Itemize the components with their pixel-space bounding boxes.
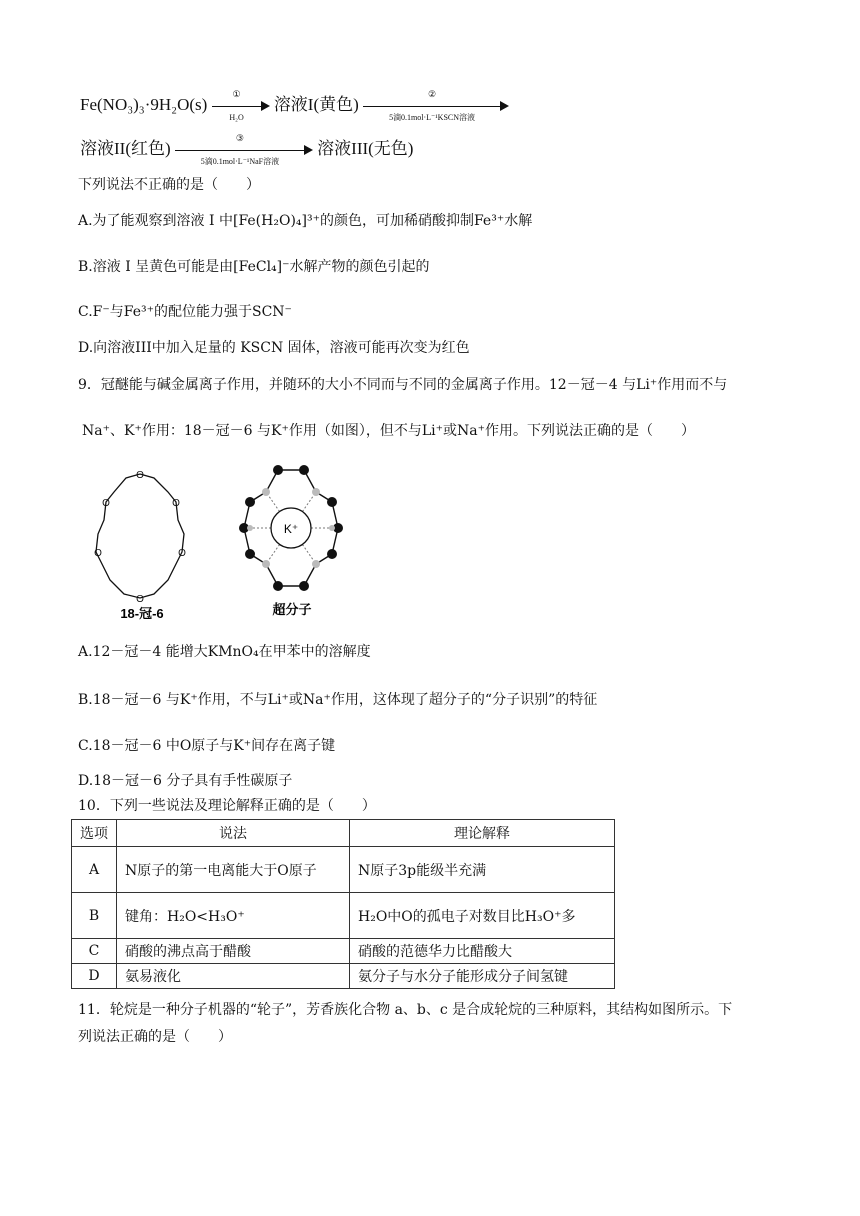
table-cell: H₂O中O的孤电子对数目比H₃O⁺多 [350,893,615,939]
q8-option-d: D.向溶液III中加入足量的 KSCN 固体，溶液可能再次变为红色 [78,340,470,356]
oxygen-atom-label: O [102,498,110,509]
q11-stem-line-2: 列说法正确的是（ ） [78,1029,232,1045]
q9-option-d: D.18－冠－6 分子具有手性碳原子 [78,773,293,789]
q8-option-b: B.溶液 I 呈黄色可能是由[FeCl₄]⁻水解产物的颜色引起的 [78,259,430,275]
solution-3: 溶液III(无色) [317,139,414,158]
table-cell: N原子的第一电离能大于O原子 [117,847,350,893]
table-header-row [72,820,615,847]
arrow-2-reagent: 5滴0.1mol·L⁻¹KSCN溶液 [389,113,476,123]
q10-table [71,819,615,989]
supramolecule-diagram [232,462,352,626]
supramolecule-caption: 超分子 [272,602,312,617]
arrow-1-step: ① [232,89,241,100]
crown-ether-diagram [78,464,206,624]
q9-option-a: A.12－冠－4 能增大KMnO₄在甲苯中的溶解度 [78,644,371,660]
q8-option-a: A.为了能观察到溶液 I 中[Fe(H₂O)₄]³⁺的颜色，可加稀硝酸抑制Fe³⁺水解 [78,213,533,229]
table-header: 说法 [117,820,350,847]
arrow-3 [175,135,313,165]
table-row [72,939,615,964]
solution-1: 溶液I(黄色) [273,95,359,114]
table-row [72,847,615,893]
arrow-1 [212,91,270,121]
oxygen-atom-label: O [178,548,186,559]
q9-stem-line-2: Na⁺、K⁺作用：18－冠－6 与K⁺作用（如图），但不与Li⁺或Na⁺作用。下列说法正确的是（ ） [82,423,696,439]
table-cell: 硝酸的沸点高于醋酸 [117,939,350,964]
oxygen-atom-label: O [94,548,102,559]
table-cell: 硝酸的范德华力比醋酸大 [350,939,615,964]
arrow-3-reagent: 5滴0.1mol·L⁻¹NaF溶液 [200,157,280,167]
table-cell: 键角：H₂O<H₃O⁺ [117,893,350,939]
q11-stem-line-1: 11．轮烷是一种分子机器的“轮子”，芳香族化合物 a、b、c 是合成轮烷的三种原料，其结构如图所示。下 [78,1002,733,1018]
table-row [72,893,615,939]
table-cell: A [72,847,117,893]
table-row [72,964,615,989]
q9-option-c: C.18－冠－6 中O原子与K⁺间存在离子键 [78,738,336,754]
potassium-ion-label: K⁺ [283,522,299,536]
reaction-row-1 [80,90,509,121]
q9-stem-line-1: 9．冠醚能与碱金属离子作用，并随环的大小不同而与不同的金属离子作用。12－冠－4 与Li⁺作用而不与 [78,377,728,393]
arrow-2 [363,91,509,121]
q8-stem: 下列说法不正确的是（ ） [78,177,260,193]
table-header: 选项 [72,820,117,847]
crown-ether-caption: 18-冠-6 [120,606,164,621]
table-cell: D [72,964,117,989]
q10-stem: 10．下列一些说法及理论解释正确的是（ ） [78,798,376,814]
table-cell: 氨易液化 [117,964,350,989]
table-cell: N原子3p能级半充满 [350,847,615,893]
oxygen-atom-label: O [172,498,180,509]
solution-2: 溶液II(红色) [80,139,171,158]
table-cell: B [72,893,117,939]
oxygen-atom-label: O [136,470,144,481]
table-cell: C [72,939,117,964]
table-header: 理论解释 [350,820,615,847]
q8-option-c: C.F⁻与Fe³⁺的配位能力强于SCN⁻ [78,304,292,320]
q9-option-b: B.18－冠－6 与K⁺作用，不与Li⁺或Na⁺作用，这体现了超分子的“分子识别”的特征 [78,692,598,708]
arrow-1-reagent: H₂O [229,113,244,123]
table-cell: 氨分子与水分子能形成分子间氢键 [350,964,615,989]
reaction-row-2 [80,134,413,165]
start-formula: Fe(NO₃)₃·9H₂O(s) [80,95,208,114]
arrow-3-step: ③ [235,133,244,144]
oxygen-atom-label: O [136,594,144,605]
arrow-2-step: ② [428,89,437,100]
